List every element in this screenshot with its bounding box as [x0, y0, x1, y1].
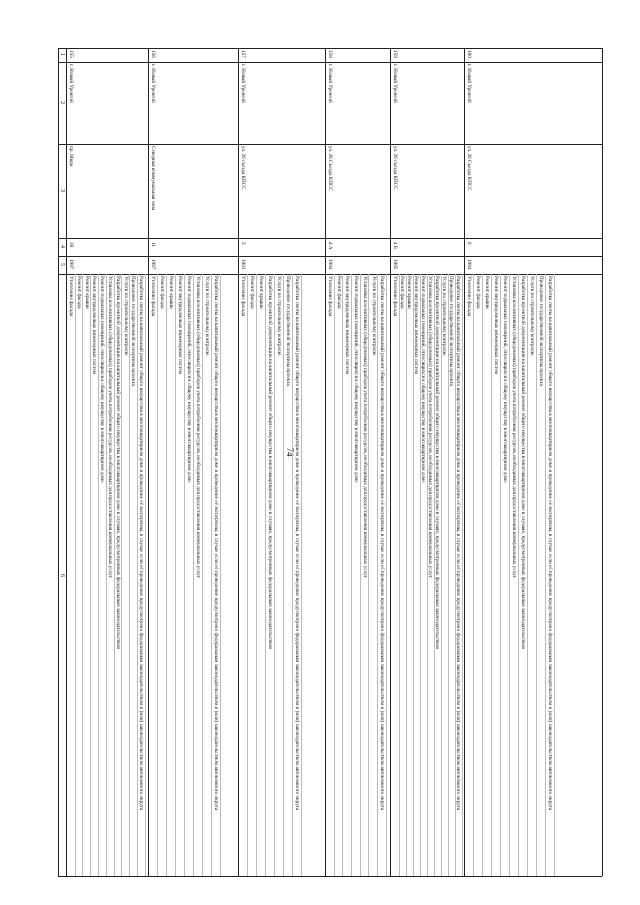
street-cell: ул. 26 Съезда КПСС — [466, 146, 472, 191]
work-item: Проведение государственной экспертизы проекта — [448, 276, 454, 386]
work-item: Разработка сметы на капитальный ремонт общего имущества в многоквартирном доме и проведение её экспертизы, в случае если её проведение предусмотрено федеральным законодательством и (или) законодательством автономного округа — [213, 276, 219, 811]
table-gridline — [58, 256, 602, 257]
row-number: 159 — [392, 50, 398, 58]
work-item: Ремонт крыши — [168, 276, 174, 309]
work-separator — [256, 274, 257, 876]
row-number: 155 — [68, 50, 74, 58]
row-number: 157 — [240, 50, 246, 58]
work-item: Ремонт крыши — [83, 276, 90, 309]
work-item: Ремонт внутридомовых инженерных систем — [493, 276, 499, 375]
column-header: 4 — [59, 245, 65, 248]
column-header: 3 — [59, 189, 65, 192]
work-item: Разработка проектной документации на капитальный ремонт общего имущества в многоквартирном доме в случаях, предусмотренных федеральным законодательством — [267, 276, 273, 650]
work-item: Ремонт фасада — [335, 276, 342, 309]
work-separator — [121, 274, 122, 876]
year-cell: 1987 — [150, 259, 156, 270]
city-cell: г. Новый Уренгой — [68, 64, 74, 103]
work-item: Ремонт подвальных помещений, относящихся к общему имуществу в многоквартирном доме — [186, 276, 192, 483]
work-separator — [545, 274, 546, 876]
street-cell: пр. Мира — [68, 146, 74, 167]
house-cell: 2 — [240, 242, 246, 245]
work-item: Проведение государственной экспертизы проекта — [285, 276, 291, 386]
work-separator — [193, 274, 194, 876]
city-cell: г. Новый Уренгой — [392, 64, 398, 103]
works-table — [58, 48, 602, 876]
work-item: Утепление фасада — [327, 276, 333, 317]
work-item: Разработка сметы на капитальный ремонт общего имущества в многоквартирном доме и проведение её экспертизы, в случае если её проведение предусмотрено федеральным законодательством и (или) законодательством автономного округа — [138, 276, 145, 811]
work-item: Ремонт крыши — [484, 276, 490, 309]
work-item: Ремонт подвальных помещений, относящихся к общему имуществу в многоквартирном доме — [99, 276, 106, 483]
table-gridline — [58, 876, 602, 877]
table-gridline — [602, 48, 603, 876]
table-gridline — [58, 144, 602, 145]
work-separator — [166, 274, 167, 876]
work-item: Ремонт фасада — [75, 276, 82, 309]
column-header: 1 — [59, 53, 65, 56]
work-separator — [220, 274, 221, 876]
work-item: Ремонт фасада — [249, 276, 255, 309]
work-item: Ремонт крыши — [406, 276, 412, 309]
work-item: Услуги по строительному контролю — [122, 276, 129, 356]
year-cell: 1984 — [466, 259, 472, 270]
year-cell: 1987 — [68, 259, 74, 270]
work-separator — [527, 274, 528, 876]
work-separator — [473, 274, 474, 876]
work-item: Установка коллективных (общедомовых) приборов учета потребления ресурсов, необходимых для предоставления коммунальных услуг — [427, 276, 433, 578]
street-cell: ул. 26 съезда КПСС — [392, 146, 398, 190]
city-cell: г. Новый Уренгой — [240, 64, 246, 103]
work-separator — [500, 274, 501, 876]
year-cell: 1985 — [392, 259, 398, 270]
work-separator — [202, 274, 203, 876]
work-item: Ремонт фасада — [159, 276, 165, 309]
work-item: Услуги по строительному контролю — [441, 276, 447, 356]
year-cell: 1984 — [327, 259, 333, 270]
work-item: Ремонт внутридомовых инженерных систем — [177, 276, 183, 375]
column-header: 6 — [59, 574, 65, 577]
table-gridline — [58, 48, 602, 49]
work-separator — [292, 274, 293, 876]
work-item: Ремонт подвальных помещений, относящихся к общему имуществу в многоквартирном доме — [353, 276, 360, 483]
work-separator — [247, 274, 248, 876]
work-item: Установка коллективных (общедомовых) приборов учета потребления ресурсов, необходимых для предоставления коммунальных услуг — [195, 276, 201, 578]
table-gridline — [58, 48, 59, 876]
work-item: Утепление фасада — [68, 276, 74, 317]
work-item: Утепление фасада — [466, 276, 472, 317]
work-separator — [554, 274, 555, 876]
work-separator — [274, 274, 275, 876]
city-cell: г. Новый Уренгой — [466, 64, 472, 103]
work-item: Ремонт фасада — [399, 276, 405, 309]
house-cell: 4 Б — [392, 242, 398, 249]
row-number: 158 — [327, 50, 333, 58]
work-item: Установка коллективных (общедомовых) приборов учета потребления ресурсов, необходимых для предоставления коммунальных услуг — [107, 276, 113, 578]
house-cell: 38 — [68, 242, 74, 248]
work-item: Установка коллективных (общедомовых) приборов учета потребления ресурсов, необходимых для предоставления коммунальных услуг — [511, 276, 517, 578]
work-item: Услуги по строительному контролю — [276, 276, 282, 356]
work-item: Ремонт крыши — [258, 276, 264, 309]
row-number: 156 — [150, 50, 156, 58]
table-gridline — [66, 48, 67, 876]
work-item: Разработка сметы на капитальный ремонт общего имущества в многоквартирном доме и проведение её экспертизы, в случае если её проведение предусмотрено федеральным законодательством и (или) законодательством автономного округа — [294, 276, 300, 811]
work-item: Утепление фасада — [392, 276, 398, 317]
year-cell: 1983 — [240, 259, 246, 270]
work-separator — [75, 274, 76, 876]
work-item: Проведение государственной экспертизы проекта — [130, 276, 137, 386]
work-item: Ремонт внутридомовых инженерных систем — [344, 276, 351, 375]
work-item: Утепление фасада — [240, 276, 246, 317]
house-cell: 4 А — [327, 242, 333, 250]
work-separator — [399, 274, 400, 876]
work-separator — [536, 274, 537, 876]
work-separator — [175, 274, 176, 876]
house-cell: 6 — [466, 242, 472, 245]
work-item: Услуги по строительному контролю — [370, 276, 377, 356]
work-separator — [406, 274, 407, 876]
work-separator — [145, 274, 146, 876]
work-item: Разработка сметы на капитальный ремонт общего имущества в многоквартирном доме и проведение её экспертизы, в случае если её проведение предусмотрено федеральным законодательством и (или) законодательством автономного округа — [455, 276, 461, 811]
work-item: Ремонт подвальных помещений, относящихся к общему имуществу в многоквартирном доме — [502, 276, 508, 483]
work-item: Услуги по строительному контролю — [204, 276, 210, 356]
work-separator — [301, 274, 302, 876]
work-separator — [283, 274, 284, 876]
work-item: Ремонт внутридомовых инженерных систем — [413, 276, 419, 375]
work-separator — [82, 274, 83, 876]
work-separator — [211, 274, 212, 876]
table-gridline — [58, 238, 602, 239]
work-separator — [265, 274, 266, 876]
city-cell: г. Новый Уренгой — [150, 64, 156, 103]
work-item: Проведение государственной экспертизы проекта — [538, 276, 544, 386]
page-number: 74 — [285, 447, 295, 457]
work-separator — [157, 274, 158, 876]
work-item: Услуги по строительному контролю — [529, 276, 535, 356]
street-cell: Северная коммунальная зона — [150, 146, 156, 211]
work-separator — [360, 274, 361, 876]
work-separator — [518, 274, 519, 876]
work-separator — [386, 274, 387, 876]
work-separator — [334, 274, 335, 876]
work-item: Разработка проектной документации на капитальный ремонт общего имущества в многоквартирном доме в случаях, предусмотренных федеральным законодательством — [520, 276, 526, 650]
table-gridline — [58, 62, 602, 63]
work-item: Утепление фасада — [150, 276, 156, 317]
row-number: 160 — [466, 50, 472, 58]
work-item: Ремонт фасада — [475, 276, 481, 309]
work-item: Ремонт подвальных помещений, относящихся к общему имуществу в многоквартирном доме — [420, 276, 426, 483]
column-header: 2 — [59, 101, 65, 104]
work-item: Ремонт внутридомовых инженерных систем — [91, 276, 98, 375]
work-separator — [509, 274, 510, 876]
work-item: Разработка сметы на капитальный ремонт общего имущества в многоквартирном доме и проведение её экспертизы, в случае если её проведение предусмотрено федеральным законодательством и (или) законодательством автономного округа — [547, 276, 553, 811]
work-separator — [441, 274, 442, 876]
work-separator — [351, 274, 352, 876]
work-separator — [491, 274, 492, 876]
work-separator — [368, 274, 369, 876]
work-separator — [462, 274, 463, 876]
work-separator — [482, 274, 483, 876]
city-cell: г. Новый Уренгой — [327, 64, 333, 103]
work-item: Разработка сметы на капитальный ремонт общего имущества в многоквартирном доме и проведение её экспертизы, в случае если её проведение предусмотрено федеральным законодательством и (или) законодательством автономного округа — [379, 276, 386, 811]
work-separator — [184, 274, 185, 876]
street-cell: ул. 26 Съезда КПСС — [327, 146, 333, 191]
work-item: Установка коллективных (общедомовых) приборов учета потребления ресурсов, необходимых для предоставления коммунальных услуг — [361, 276, 368, 578]
house-cell: 11 — [150, 242, 156, 247]
work-item: Разработка проектной документации на капитальный ремонт общего имущества в многоквартирном доме в случаях, предусмотренных федеральным законодательством — [434, 276, 440, 650]
work-item: Разработка проектной документации на капитальный ремонт общего имущества в многоквартирном доме в случаях, предусмотренных федеральным законодательством — [114, 276, 121, 650]
table-gridline — [58, 274, 602, 275]
street-cell: ул. 26 съезда КПСС — [240, 146, 246, 190]
column-header: 5 — [59, 263, 65, 266]
